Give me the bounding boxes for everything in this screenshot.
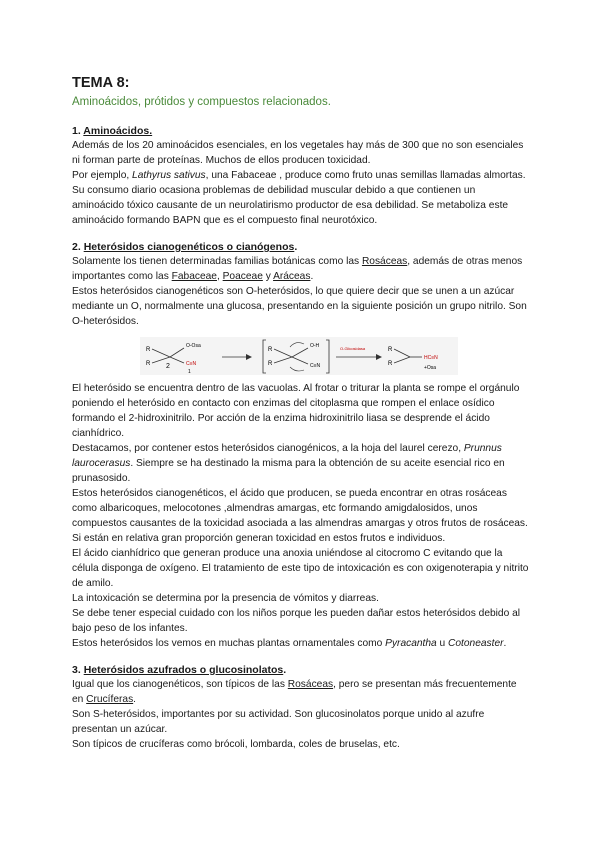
family-poaceae: Poaceae <box>222 271 263 282</box>
reaction-r1: R <box>146 347 151 353</box>
species-name: Lathyrus sativus <box>132 170 206 181</box>
reaction-r5: R <box>388 347 393 353</box>
section-2-paragraph-7: El ácido cianhídrico que generan produce una anoxia uniéndose al citocromo C evitando que la célula disponga de oxígeno. El tratamiento de este tipo de intoxicación es con oxigenoterapia y nitrito de amilo. <box>72 548 529 589</box>
section-2-paragraph-1: Solamente los tienen determinadas familias botánicas como las Rosáceas, además de otras menos importantes como las Fabaceae, Poaceae y Aráceas. <box>72 256 523 282</box>
reaction-o-osa: O-Osa <box>186 343 201 349</box>
species-name: Cotoneaster <box>448 638 504 649</box>
family-araceas: Aráceas <box>273 271 311 282</box>
reaction-r4: R <box>268 361 273 367</box>
section-3-paragraph-1: Igual que los cianogenéticos, son típicos de las Rosáceas, pero se presentan más frecuentemente en Crucíferas. <box>72 679 517 705</box>
section-3-paragraph-3: Son típicos de crucíferas como brócoli, lombarda, coles de bruselas, etc. <box>72 739 400 750</box>
reaction-r6: R <box>388 361 393 367</box>
reaction-nitrile: C≡N <box>186 361 197 367</box>
section-1-paragraph-2: Por ejemplo, Lathyrus sativus, una Fabaceae , produce como fruto unas semillas llamadas almortas. Su consumo diario ocasiona problemas de debilidad muscular debido a que contienen un aminoácido tóxico causante de un neurolatirismo productor de esa debilidad. Se metaboliza este aminoácido formando BAPN que es el compuesto final neurotóxico. <box>72 170 526 226</box>
species-name: Pyracantha <box>385 638 437 649</box>
section-2-heading: 2. Heterósidos cianogenéticos o cianógenos. <box>72 241 298 253</box>
section-2-paragraph-8: La intoxicación se determina por la presencia de vómitos y diarreas. <box>72 593 379 604</box>
section-2-paragraph-4: Destacamos, por contener estos heterósidos cianogénicos, a la hoja del laurel cerezo, Prunnus laurocerasus. Siempre se ha destinado la misma para la obtención de su aceite esencial rico en prunasosido. <box>72 443 505 484</box>
reaction-o-h: O-H <box>310 343 320 349</box>
page-title: TEMA 8: <box>72 75 130 91</box>
reaction-hcn: HC≡N <box>424 355 438 361</box>
section-1-paragraph-1: Además de los 20 aminoácidos esenciales, en los vegetales hay más de 300 que no son esenciales ni forman parte de proteínas. Muchos de ellos producen toxicidad. <box>72 140 524 166</box>
reaction-r2: R <box>146 361 151 367</box>
reaction-enzyme-label: O-Glicosidasa <box>340 346 366 351</box>
reaction-nitrile-2: C≡N <box>310 363 321 369</box>
section-2-paragraph-2: Estos heterósidos cianogenéticos son O-heterósidos, lo que quiere decir que se unen a un azúcar mediante un O, normalmente una glucosa, presentando en la siguiente posición un grupo nitrilo. Son O-heterósidos. <box>72 286 527 327</box>
family-rosaceas: Rosáceas <box>361 256 408 267</box>
section-2-paragraph-10: Estos heterósidos los vemos en muchas plantas ornamentales como Pyracantha u Cotoneaster. <box>72 638 507 649</box>
reaction-locant-2: 2 <box>166 363 170 370</box>
section-2-paragraph-5: Estos heterósidos cianogenéticos, el ácido que producen, se pueda encontrar en otras rosáceas como albaricoques, melocotones ,almendras amargas, etc formando amigdalosidos, unos compuestos causantes de la toxicidad asociada a las almendras amargas y otros frutos de rosáceas. <box>72 488 528 529</box>
section-3-paragraph-2: Son S-heterósidos, importantes por su actividad. Son glucosinolatos porque unido al azufre presentan un azúcar. <box>72 709 485 735</box>
reaction-osa-product: +Osa <box>424 365 437 371</box>
family-rosaceas: Rosáceas <box>287 679 334 690</box>
section-2-paragraph-3: El heterósido se encuentra dentro de las vacuolas. Al frotar o triturar la planta se rompe el orgánulo poniendo el heterósido en contacto con enzimas del citoplasma que rompen el enlace osídico formando el 2-hidroxinitrilo. Por acción de la enzima hidroxinitrilo liasa se desprende el ácido cianhídrico. <box>72 383 520 439</box>
section-2-paragraph-6: Si están en relativa gran proporción generan toxicidad en estos frutos e individuos. <box>72 533 446 544</box>
cyanogenesis-reaction-figure <box>140 337 458 375</box>
section-1-heading: 1. Aminoácidos. <box>72 125 153 137</box>
section-2-paragraph-9: Se debe tener especial cuidado con los niños porque les pueden dañar estos heterósidos debido al bajo peso de los infantes. <box>72 608 521 634</box>
section-3-heading: 3. Heterósidos azufrados o glucosinolatos. <box>72 664 287 676</box>
document-body <box>72 74 530 752</box>
reaction-r3: R <box>268 347 273 353</box>
page-subtitle: Aminoácidos, prótidos y compuestos relacionados. <box>72 96 331 108</box>
species-name: Prunnus laurocerasus <box>72 443 502 469</box>
reaction-locant-1: 1 <box>188 369 191 375</box>
family-cruciferas: Crucíferas <box>86 694 134 705</box>
family-fabaceae: Fabaceae <box>171 271 217 282</box>
